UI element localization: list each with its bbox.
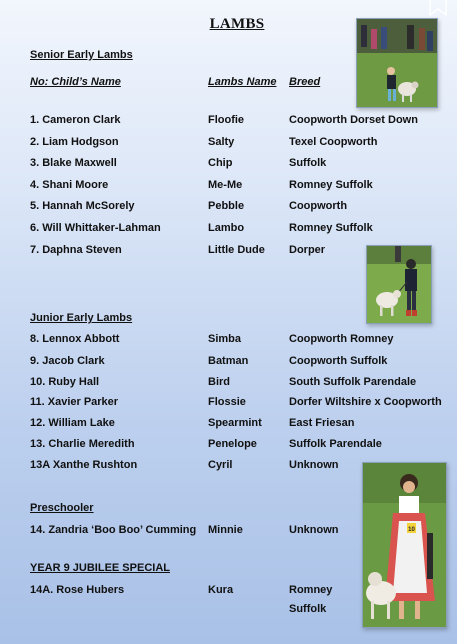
breed: East Friesan [289, 417, 355, 429]
breed: Unknown [289, 459, 339, 471]
breed: Suffolk [289, 157, 327, 169]
child-name: 3. Blake Maxwell [30, 157, 117, 169]
lamb-name: Simba [208, 333, 242, 345]
child-name: 7. Daphna Steven [30, 244, 122, 256]
section-heading-special: YEAR 9 JUBILEE SPECIAL [30, 562, 170, 574]
photo-child-with-lamb [366, 245, 432, 324]
breed: Dorfer Wiltshire x Coopworth [289, 396, 442, 408]
lamb-name: Spearmint [208, 417, 262, 429]
child-name: 2. Liam Hodgson [30, 136, 119, 148]
breed: Unknown [289, 524, 339, 536]
breed: Texel Coopworth [289, 136, 378, 148]
child-name: 8. Lennox Abbott [30, 333, 120, 345]
breed: Romney [289, 584, 333, 596]
breed-continued: Suffolk [289, 603, 327, 615]
child-name: 14A. Rose Hubers [30, 584, 125, 596]
lamb-name: Chip [208, 157, 233, 169]
lamb-name: Floofie [208, 114, 245, 126]
breed: South Suffolk Parendale [289, 376, 417, 388]
child-name: 13A Xanthe Rushton [30, 459, 138, 471]
child-name: 13. Charlie Meredith [30, 438, 135, 450]
child-name: 10. Ruby Hall [30, 376, 100, 388]
breed: Coopworth [289, 200, 348, 212]
photo-lamb-show-crowd [356, 18, 438, 108]
breed: Dorper [289, 244, 326, 256]
child-name: 6. Will Whittaker-Lahman [30, 222, 161, 234]
breed: Coopworth Dorset Down [289, 114, 418, 126]
breed: Coopworth Suffolk [289, 355, 388, 367]
section-heading-preschooler: Preschooler [30, 502, 94, 514]
lamb-name: Lambo [208, 222, 245, 234]
competitor-number-badge: 10 [408, 527, 415, 533]
lamb-name: Minnie [208, 524, 243, 536]
child-name: 1. Cameron Clark [30, 114, 121, 126]
lamb-name: Bird [208, 376, 230, 388]
column-header-breed: Breed [289, 76, 321, 88]
lamb-name: Salty [208, 136, 235, 148]
breed: Romney Suffolk [289, 222, 373, 234]
lamb-name: Penelope [208, 438, 257, 450]
child-name: 4. Shani Moore [30, 179, 109, 191]
section-heading-junior: Junior Early Lambs [30, 312, 133, 324]
page-title: LAMBS [209, 16, 265, 32]
breed: Suffolk Parendale [289, 438, 382, 450]
column-header-child: No: Child’s Name [30, 76, 121, 88]
lamb-name: Flossie [208, 396, 246, 408]
lamb-name: Kura [208, 584, 234, 596]
section-heading-senior: Senior Early Lambs [30, 49, 133, 61]
lamb-name: Little Dude [208, 244, 265, 256]
child-name: 14. Zandria ‘Boo Boo’ Cumming [30, 524, 197, 536]
bookmark-icon[interactable] [428, 0, 448, 16]
lamb-name: Me-Me [208, 179, 243, 191]
child-name: 11. Xavier Parker [30, 396, 119, 408]
column-header-lamb: Lambs Name [208, 76, 277, 88]
lamb-name: Batman [208, 355, 249, 367]
child-name: 12. William Lake [30, 417, 115, 429]
lamb-name: Pebble [208, 200, 245, 212]
child-name: 5. Hannah McSorely [30, 200, 135, 212]
child-name: 9. Jacob Clark [30, 355, 105, 367]
breed: Coopworth Romney [289, 333, 394, 345]
lamb-name: Cyril [208, 459, 233, 471]
photo-girl-with-lamb [362, 462, 447, 628]
breed: Romney Suffolk [289, 179, 373, 191]
